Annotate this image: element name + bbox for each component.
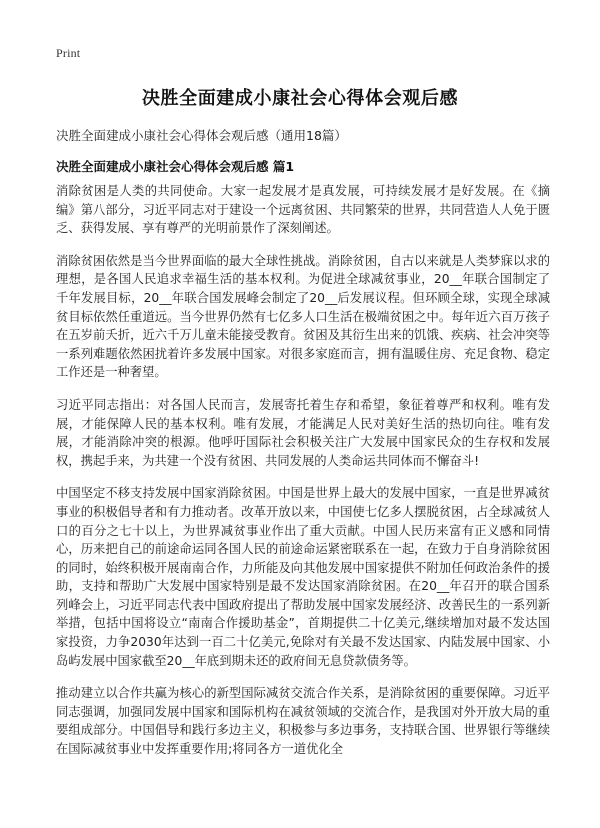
paragraph-1: 消除贫困是人类的共同使命。大家一起发展才是真发展，可持续发展才是好发展。在《摘编》第八部分，习近平同志对于建设一个远离贫困、共同繁荣的世界，共同营造人人免于匮乏、获得发展、享有尊严的光明前景作了深刻阐述。: [56, 184, 550, 236]
document-body: [56, 182, 550, 773]
print-label[interactable]: Print: [56, 46, 81, 60]
paragraph-4: 中国坚定不移支持发展中国家消除贫困。中国是世界上最大的发展中国家，一直是世界减贫事业的积极倡导者和有力推动者。改革开放以来，中国使七亿多人摆脱贫困，占全球减贫人口的百分之七十以上，为世界减贫事业作出了重大贡献。中国人民历来富有正义感和同情心，历来把自己的前途命运同各国人民的前途命运紧密联系在一起，在致力于自身消除贫困的同时，始终积极开展南南合作，力所能及向其他发展中国家提供不附加任何政治条件的援助，支持和帮助广大发展中国家特别是最不发达国家消除贫困。在20__年召开的联合国系列峰会上，习近平同志代表中国政府提出了帮助发展中国家发展经济、改善民生的一系列新举措，包括中国将设立“南南合作援助基金”，首期提供二十亿美元,继续增加对最不发达国家投资，力争2030年达到一百二十亿美元,免除对有关最不发达国家、内陆发展中国家、小岛屿发展中国家截至20__年底到期未还的政府间无息贷款债务等。: [56, 486, 550, 668]
section-heading: 决胜全面建成小康社会心得体会观后感 篇1: [56, 159, 295, 174]
paragraph-2: 消除贫困依然是当今世界面临的最大全球性挑战。消除贫困，自古以来就是人类梦寐以求的理想，是各国人民追求幸福生活的基本权利。为促进全球减贫事业，20__年联合国制定了千年发展目标，20__年联合国发展峰会制定了20__后发展议程。但环顾全球，实现全球减贫目标依然任重道远。当今世界仍然有七亿多人口生活在极端贫困之中。每年近六百万孩子在五岁前夭折，近六千万儿童未能接受教育。贫困及其衍生出来的饥饿、疾病、社会冲突等一系列难题依然困扰着许多发展中国家。对很多家庭而言，拥有温暖住房、充足食物、稳定工作还是一种奢望。: [56, 253, 550, 380]
document-subtitle: 决胜全面建成小康社会心得体会观后感（通用18篇）: [56, 128, 347, 143]
document-title: 决胜全面建成小康社会心得体会观后感: [141, 88, 459, 109]
paragraph-5: 推动建立以合作共赢为核心的新型国际减贫交流合作关系，是消除贫困的重要保障。习近平同志强调，加强同发展中国家和国际机构在减贫领域的交流合作，是我国对外开放大局的重要组成部分。中国倡导和践行多边主义，积极参与多边事务，支持联合国、世界银行等继续在国际减贫事业中发挥重要作用;将同各方一道优化全: [56, 686, 550, 757]
paragraph-3: 习近平同志指出：对各国人民而言，发展寄托着生存和希望，象征着尊严和权利。唯有发展，才能保障人民的基本权利。唯有发展，才能满足人民对美好生活的热切向往。唯有发展，才能消除冲突的根源。他呼吁国际社会积极关注广大发展中国家民众的生存权和发展权，携起手来，为共建一个没有贫困、共同发展的人类命运共同体而不懈奋斗!: [56, 397, 550, 468]
